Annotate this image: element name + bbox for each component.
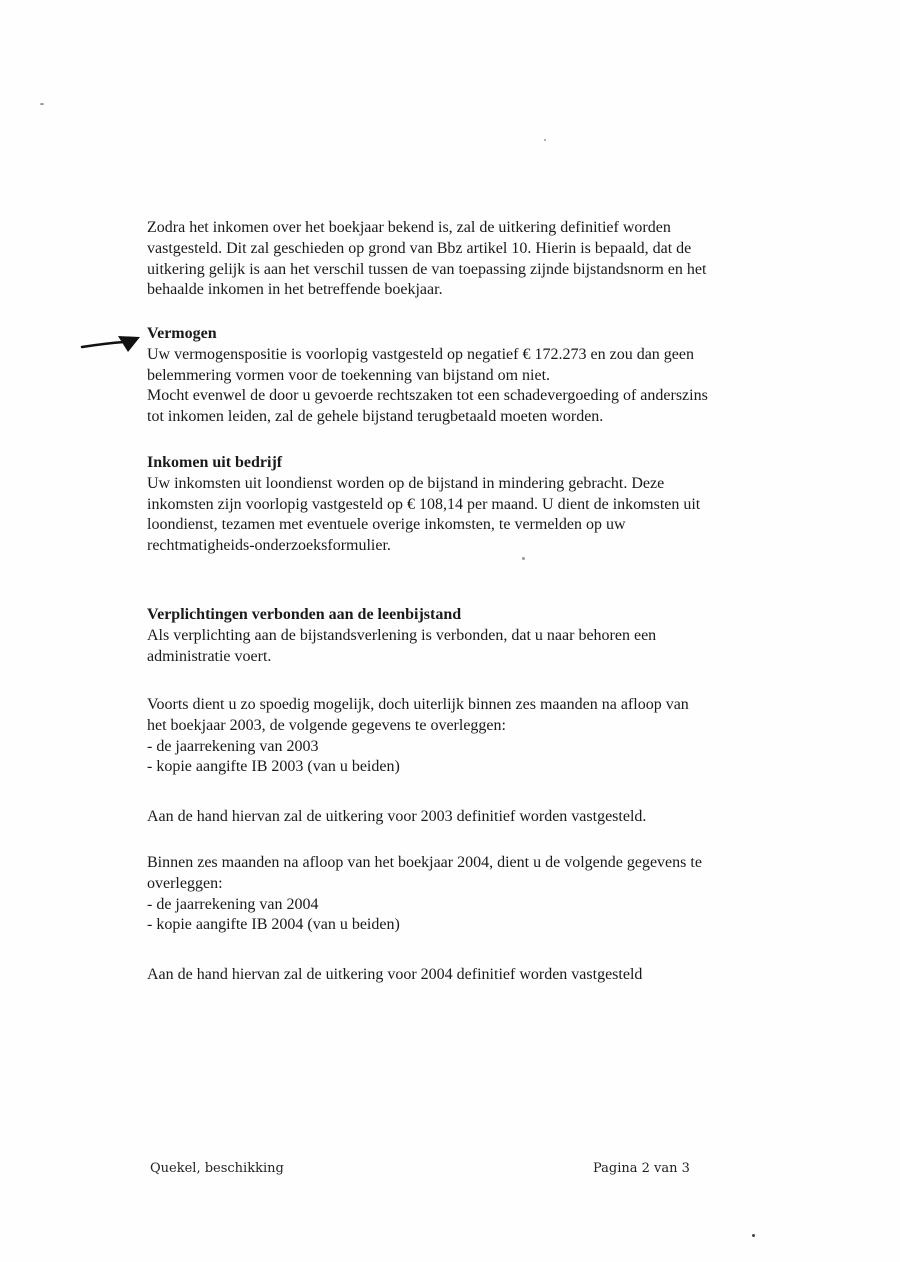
- hand-drawn-arrow-icon: [80, 330, 142, 356]
- voorts-paragraph: [147, 695, 807, 778]
- list-item: - kopie aangifte IB 2003 (van u beiden): [147, 758, 400, 776]
- text-line: Aan de hand hiervan zal de uitkering voor 2004 definitief worden vastgesteld: [147, 966, 643, 983]
- verplichtingen-section: [147, 605, 807, 667]
- text-line: het boekjaar 2003, de volgende gegevens te overleggen:: [147, 716, 506, 734]
- text-line: uitkering gelijk is aan het verschil tussen de van toepassing zijnde bijstandsnorm en het: [147, 260, 707, 278]
- text-line: Aan de hand hiervan zal de uitkering voor 2003 definitief worden vastgesteld.: [147, 808, 647, 825]
- footer-left: Quekel, beschikking: [150, 1161, 284, 1176]
- text-line: behaalde inkomen in het betreffende boekjaar.: [147, 281, 443, 299]
- scan-speck: [40, 103, 44, 105]
- text-line: Zodra het inkomen over het boekjaar bekend is, zal de uitkering definitief worden: [147, 219, 671, 236]
- text-line: rechtmatigheids-onderzoeksformulier.: [147, 537, 391, 555]
- text-line: tot inkomen leiden, zal de gehele bijstand terugbetaald moeten worden.: [147, 408, 604, 426]
- scan-speck: [752, 1234, 755, 1237]
- text-line: Als verplichting aan de bijstandsverlening is verbonden, dat u naar behoren een: [147, 626, 657, 644]
- text-line: belemmering vormen voor de toekenning van bijstand om niet.: [147, 366, 551, 384]
- text-line: Uw inkomsten uit loondienst worden op de bijstand in mindering gebracht. Deze: [147, 474, 665, 492]
- scan-speck: [522, 557, 525, 560]
- binnen-paragraph: [147, 853, 807, 936]
- intro-paragraph: [147, 218, 807, 301]
- scan-speck: [544, 139, 546, 141]
- section-heading-verplichtingen: Verplichtingen verbonden aan de leenbijstand: [147, 606, 462, 623]
- text-line: Binnen zes maanden na afloop van het boekjaar 2004, dient u de volgende gegevens te: [147, 854, 702, 871]
- text-line: Uw vermogenspositie is voorlopig vastgesteld op negatief € 172.273 en zou dan geen: [147, 345, 694, 363]
- list-item: - de jaarrekening van 2003: [147, 737, 319, 755]
- text-line: vastgesteld. Dit zal geschieden op grond van Bbz artikel 10. Hierin is bepaald, dat de: [147, 239, 692, 257]
- vastgesteld-2004-paragraph: [147, 965, 807, 986]
- inkomen-section: [147, 453, 807, 557]
- text-line: inkomsten zijn voorlopig vastgesteld op € 108,14 per maand. U dient de inkomsten uit: [147, 495, 701, 513]
- list-item: - kopie aangifte IB 2004 (van u beiden): [147, 916, 400, 934]
- text-line: overleggen:: [147, 874, 223, 892]
- section-heading-inkomen: Inkomen uit bedrijf: [147, 454, 283, 471]
- list-item: - de jaarrekening van 2004: [147, 895, 319, 913]
- text-line: loondienst, tezamen met eventuele overige inkomsten, te vermelden op uw: [147, 516, 626, 534]
- vastgesteld-2003-paragraph: [147, 807, 807, 828]
- vermogen-section: [147, 324, 807, 428]
- text-line: Voorts dient u zo spoedig mogelijk, doch uiterlijk binnen zes maanden na afloop van: [147, 696, 689, 713]
- section-heading-vermogen: Vermogen: [147, 325, 217, 342]
- text-line: Mocht evenwel de door u gevoerde rechtszaken tot een schadevergoeding of anderszins: [147, 387, 708, 405]
- footer-page-number: Pagina 2 van 3: [593, 1161, 690, 1176]
- text-line: administratie voert.: [147, 647, 272, 665]
